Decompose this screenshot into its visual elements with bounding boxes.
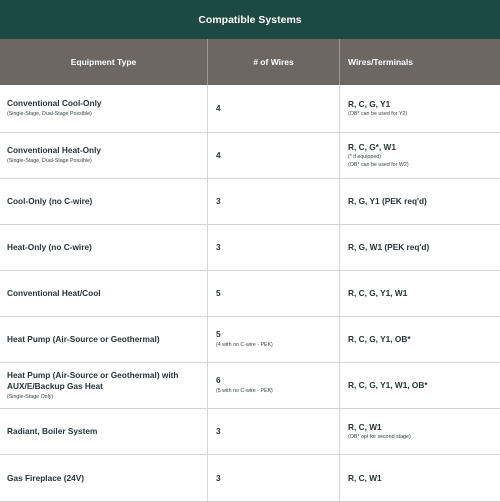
- terminals-cell: [340, 179, 500, 224]
- equipment-type-label: Conventional Heat-Only: [7, 145, 102, 156]
- table-row: [0, 363, 500, 409]
- equipment-cell: [0, 133, 208, 178]
- wire-count: 4: [216, 103, 221, 113]
- equipment-type-label: Heat Pump (Air-Source or Geothermal): [7, 334, 160, 344]
- terminals-note: (OB* opt for second stage): [348, 433, 411, 440]
- table-row: [0, 225, 500, 271]
- equipment-type-label: Conventional Heat/Cool: [7, 288, 101, 298]
- terminals-label: R, C, G, Y1, W1, OB*: [348, 380, 428, 390]
- table-body: [0, 85, 500, 502]
- terminals-cell: [340, 455, 500, 501]
- equipment-type-label: Gas Fireplace (24V): [7, 472, 85, 483]
- wire-count-note: (4 with no C-wire - PEK): [216, 342, 273, 349]
- table-row: [0, 85, 500, 133]
- equipment-cell: [0, 85, 208, 132]
- terminals-cell: [340, 225, 500, 270]
- equipment-type-label: Heat Pump (Air-Source or Geothermal) with AUX/E/Backup Gas Heat: [7, 369, 179, 391]
- terminals-cell: [340, 271, 500, 316]
- table-row: [0, 455, 500, 502]
- terminals-label: R, G, Y1 (PEK req'd): [348, 196, 427, 206]
- wire-count: 3: [216, 426, 221, 436]
- compatibility-table: [0, 39, 500, 502]
- table-header-row: [0, 39, 500, 85]
- terminals-label: R, C, W1: [348, 472, 382, 483]
- terminals-label: R, C, G, Y1, W1: [348, 288, 408, 298]
- terminals-cell: [340, 409, 500, 454]
- equipment-type-label: Radiant, Boiler System: [7, 426, 98, 436]
- terminals-label: R, C, W1: [348, 421, 382, 432]
- equipment-type-label: Cool-Only (no C-wire): [7, 196, 93, 206]
- table-title: Compatible Systems: [0, 0, 500, 39]
- equipment-note: (Single-Stage, Dual-Stage Possible): [7, 111, 92, 118]
- wire-count: 5: [216, 329, 221, 340]
- wire-count: 3: [216, 472, 221, 483]
- equipment-cell: [0, 363, 208, 408]
- header-equipment-type: Equipment Type: [0, 39, 208, 85]
- wire-count: 4: [216, 150, 221, 160]
- wire-count: 3: [216, 196, 221, 206]
- wire-count-note: (5 with no C-wire - PEK): [216, 388, 273, 395]
- terminals-cell: [340, 363, 500, 408]
- equipment-cell: [0, 455, 208, 501]
- wires-cell: [208, 271, 340, 316]
- table-row: [0, 271, 500, 317]
- table-row: [0, 409, 500, 455]
- wire-count: 3: [216, 242, 221, 252]
- table-row: [0, 133, 500, 179]
- wires-cell: [208, 409, 340, 454]
- wire-count: 6: [216, 375, 221, 386]
- terminals-note: (* if equipped): [348, 153, 381, 160]
- wires-cell: [208, 317, 340, 362]
- terminals-cell: [340, 85, 500, 132]
- terminals-note-2: (OB* can be used for W2): [348, 162, 409, 168]
- wires-cell: [208, 225, 340, 270]
- wires-cell: [208, 179, 340, 224]
- terminals-label: R, C, G*, W1: [348, 141, 396, 152]
- wires-cell: [208, 85, 340, 132]
- terminals-label: R, C, G, Y1: [348, 98, 391, 109]
- equipment-type-label: Heat-Only (no C-wire): [7, 242, 92, 252]
- equipment-cell: [0, 271, 208, 316]
- wires-cell: [208, 363, 340, 408]
- wires-cell: [208, 455, 340, 501]
- terminals-cell: [340, 317, 500, 362]
- equipment-cell: [0, 225, 208, 270]
- table-row: [0, 317, 500, 363]
- terminals-cell: [340, 133, 500, 178]
- equipment-note: (Single-Stage, Dual-Stage Possible): [7, 158, 92, 165]
- wire-count: 5: [216, 288, 221, 298]
- header-number-of-wires: # of Wires: [208, 39, 340, 85]
- equipment-cell: [0, 179, 208, 224]
- header-wires-terminals: Wires/Terminals: [348, 57, 413, 67]
- table-row: [0, 179, 500, 225]
- equipment-cell: [0, 317, 208, 362]
- terminals-label: R, C, G, Y1, OB*: [348, 334, 411, 344]
- terminals-label: R, G, W1 (PEK req'd): [348, 242, 430, 252]
- equipment-cell: [0, 409, 208, 454]
- wires-cell: [208, 133, 340, 178]
- equipment-type-label: Conventional Cool-Only: [7, 98, 102, 109]
- terminals-note: (OB* can be used for Y2): [348, 110, 408, 117]
- equipment-note: (Single-Stage Only): [7, 393, 54, 400]
